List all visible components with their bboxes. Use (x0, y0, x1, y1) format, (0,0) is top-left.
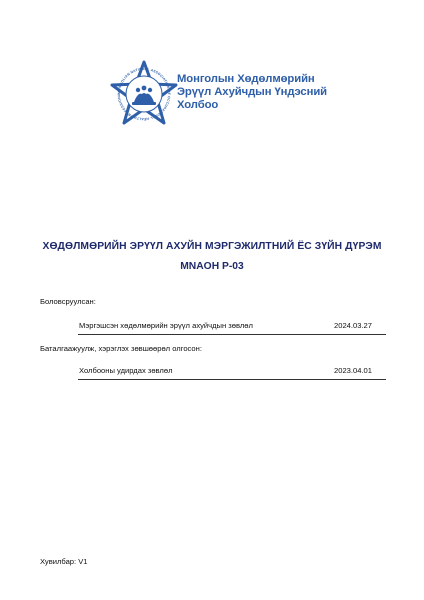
approved-underline (78, 379, 386, 380)
developed-underline (78, 334, 386, 335)
association-emblem-icon (108, 58, 180, 130)
document-code: MNAOH P-03 (180, 261, 244, 272)
logo-ring-text: MONGOLIAN NATIONAL ASSOCIATION OF OCCUPATIONAL HEALTH PROFESSIONA (116, 66, 172, 122)
developed-by-entity: Мэргэшсэн хөдөлмөрийн эрүүл ахуйчдын зөвлөл (79, 321, 253, 330)
association-name-line-3: Холбоо (177, 99, 219, 112)
document-version: Хувилбар: V1 (40, 557, 88, 566)
approved-date: 2023.04.01 (334, 366, 373, 375)
association-logo (108, 58, 328, 138)
approved-by-label: Баталгаажуулж, хэрэглэх зөвшөөрөл олгосон: (40, 344, 202, 353)
document-title: ХӨДӨЛМӨРИЙН ЭРҮҮЛ АХУЙН МЭРГЭЖИЛТНИЙ ЁС ЗҮЙН ДҮРЭМ (42, 241, 382, 252)
developed-by-label: Боловсруулсан: (40, 297, 96, 306)
developed-date: 2024.03.27 (334, 321, 373, 330)
association-name-line-2: Эрүүл Ахуйчдын Үндэсний (177, 86, 328, 99)
association-name (177, 73, 327, 113)
association-name-line-1: Монголын Хөдөлмөрийн (177, 73, 315, 85)
approved-by-entity: Холбооны удирдах зөвлөл (79, 366, 173, 375)
